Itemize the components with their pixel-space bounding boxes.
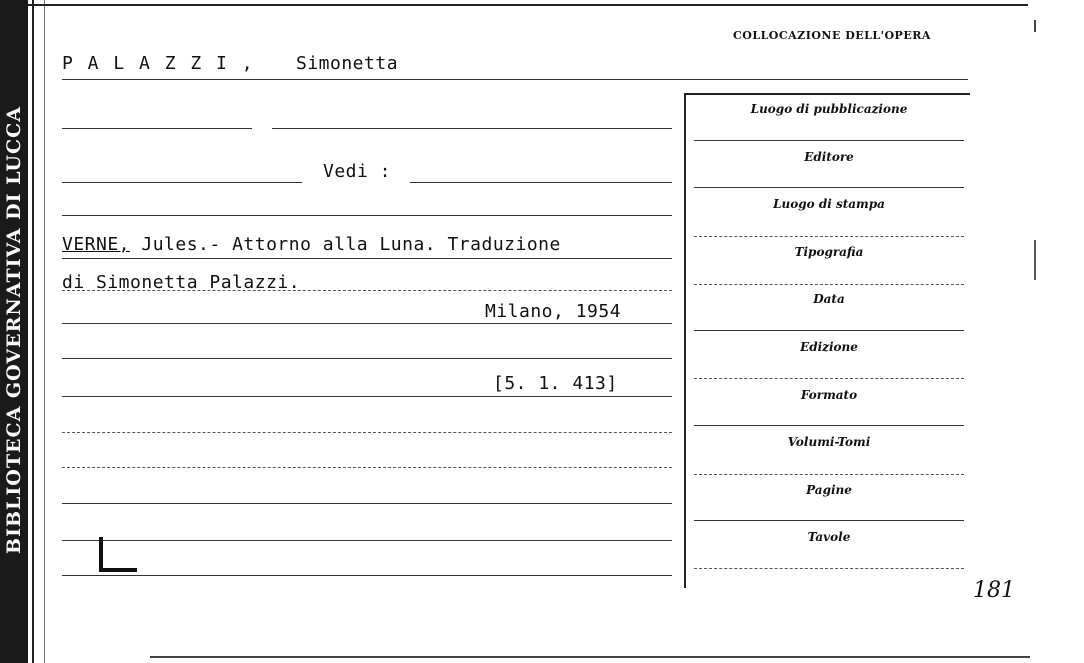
side-label-edition: Edizione [800, 340, 858, 354]
rule-line [62, 258, 672, 259]
rule-line [272, 128, 672, 129]
see-label: Vedi : [323, 161, 392, 182]
entry-imprint: Milano, 1954 [485, 301, 622, 322]
rule-line [62, 182, 302, 183]
rule-line [62, 575, 672, 576]
side-label-plates: Tavole [807, 530, 851, 544]
side-rule [694, 474, 964, 475]
left-border-inner [44, 0, 45, 663]
entry-title: Jules.- Attorno alla Luna. Traduzione [141, 234, 561, 255]
rule-line [62, 215, 672, 216]
rule-line [62, 358, 672, 359]
rule-line [62, 503, 672, 504]
entry-shelfmark: [5. 1. 413] [493, 373, 618, 394]
edge-mark [1034, 240, 1036, 280]
heading-given-name: Simonetta [296, 53, 399, 74]
side-label-pages: Pagine [806, 483, 852, 497]
edge-mark [1034, 20, 1036, 32]
side-label-date: Data [813, 292, 845, 306]
library-stamp-text: BIBLIOTECA GOVERNATIVA DI LUCCA [3, 106, 25, 554]
side-label-format: Formato [800, 388, 858, 402]
pen-mark [99, 568, 137, 572]
side-label-place: Luogo di pubblicazione [750, 102, 908, 116]
entry-author: VERNE, [62, 234, 131, 255]
entry-line-2: di Simonetta Palazzi. [62, 272, 301, 293]
side-label-print-place: Luogo di stampa [773, 197, 885, 211]
rule-line [62, 323, 672, 324]
rule-line [62, 290, 672, 291]
side-label-publisher: Editore [804, 150, 854, 164]
library-stamp-strip [0, 0, 28, 663]
rule-line [62, 79, 968, 80]
handwritten-number: 181 [973, 578, 1015, 603]
side-rule [694, 330, 964, 331]
rule-line [62, 432, 672, 433]
side-rule [694, 568, 964, 569]
top-border [28, 4, 1028, 6]
side-label-volumes: Volumi-Tomi [787, 435, 871, 449]
collocation-label: COLLOCAZIONE DELL'OPERA [733, 29, 931, 42]
side-rule [694, 236, 964, 237]
rule-line [62, 128, 252, 129]
side-rule [694, 378, 964, 379]
pen-mark [99, 537, 103, 571]
rule-line [410, 182, 672, 183]
bottom-border [150, 656, 1030, 658]
side-rule [694, 140, 964, 141]
rule-line [62, 467, 672, 468]
left-border [32, 0, 34, 663]
rule-line [62, 396, 672, 397]
side-rule [694, 187, 964, 188]
side-label-printer: Tipografia [794, 245, 864, 259]
rule-line [62, 540, 672, 541]
side-panel-border [684, 93, 686, 588]
side-rule [694, 284, 964, 285]
side-panel-top [684, 93, 970, 95]
heading-surname: P A L A Z Z I , [62, 53, 255, 74]
side-rule [694, 425, 964, 426]
entry-line-1 [62, 234, 561, 255]
side-rule [694, 520, 964, 521]
